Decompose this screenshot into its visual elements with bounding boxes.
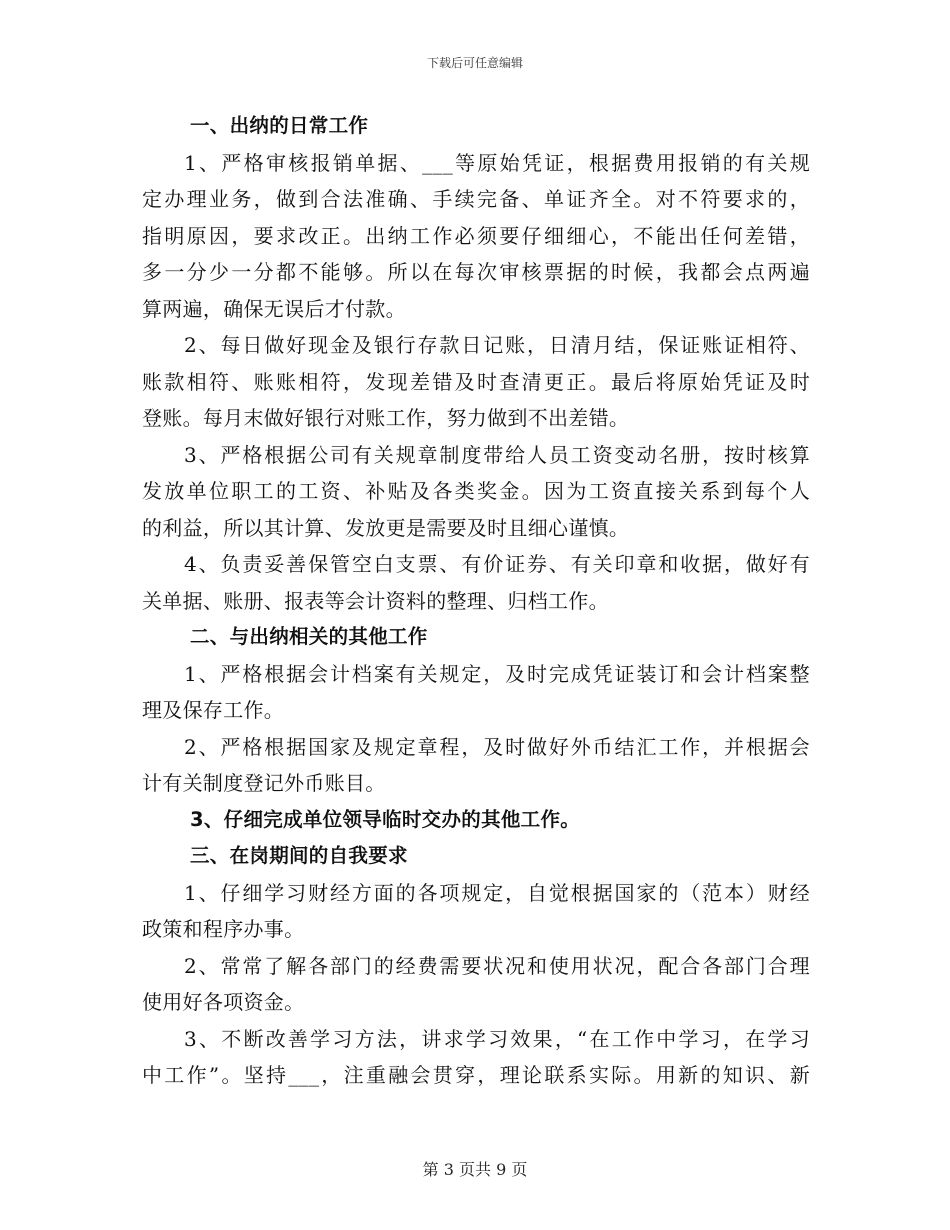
paragraph-line: 3、仔细完成单位领导临时交办的其他工作。 (190, 807, 581, 831)
paragraph-line: 2、常常了解各部门的经费需要状况和使用状况，配合各部门合理 (184, 953, 810, 978)
paragraph-line: 1、严格审核报销单据、___等原始凭证，根据费用报销的有关规 (184, 150, 810, 175)
document-body (142, 108, 810, 1094)
paragraph-line: 算两遍，确保无误后才付款。 (142, 296, 406, 321)
paragraph-line: 登账。每月末做好银行对账工作，努力做到不出差错。 (142, 406, 630, 430)
paragraph-line: 计有关制度登记外币账目。 (142, 771, 386, 795)
paragraph-line: 1、严格根据会计档案有关规定，及时完成凭证装订和会计档案整 (184, 661, 810, 686)
paragraph-line: 指明原因，要求改正。出纳工作必须要仔细细心，不能出任何差错， (142, 223, 810, 248)
section-heading: 二、与出纳相关的其他工作 (190, 625, 428, 648)
paragraph-line: 1、仔细学习财经方面的各项规定，自觉根据国家的（范本）财经 (184, 880, 810, 905)
paragraph-line: 3、不断改善学习方法，讲求学习效果，“在工作中学习，在学习 (184, 1026, 810, 1051)
header-note: 下载后可任意编辑 (426, 56, 523, 70)
paragraph-line: 的利益，所以其计算、发放更是需要及时且细心谨慎。 (142, 515, 630, 540)
paragraph-line: 关单据、账册、报表等会计资料的整理、归档工作。 (142, 588, 609, 613)
section-heading: 一、出纳的日常工作 (190, 114, 369, 137)
section-heading: 三、在岗期间的自我要求 (190, 844, 408, 867)
paragraph-line: 使用好各项资金。 (142, 990, 305, 1014)
paragraph-line: 定办理业务，做到合法准确、手续完备、单证齐全。对不符要求的， (142, 187, 810, 211)
paragraph-line: 多一分少一分都不能够。所以在每次审核票据的时候，我都会点两遍 (142, 260, 810, 284)
paragraph-line: 2、每日做好现金及银行存款日记账，日清月结，保证账证相符、 (184, 333, 810, 357)
paragraph-line: 理及保存工作。 (142, 698, 285, 722)
paragraph-line: 2、严格根据国家及规定章程，及时做好外币结汇工作，并根据会 (184, 734, 810, 759)
page-number: 第 3 页共 9 页 (422, 1160, 528, 1179)
paragraph-line: 发放单位职工的工资、补贴及各类奖金。因为工资直接关系到每个人 (142, 479, 810, 503)
paragraph-line: 政策和程序办事。 (142, 917, 305, 941)
paragraph-line: 账款相符、账账相符，发现差错及时查清更正。最后将原始凭证及时 (142, 369, 810, 394)
paragraph-line: 4、负责妥善保管空白支票、有价证券、有关印章和收据，做好有 (184, 552, 810, 576)
paragraph-line: 3、严格根据公司有关规章制度带给人员工资变动名册，按时核算 (184, 442, 810, 467)
paragraph-line: 中工作”。坚持___，注重融会贯穿，理论联系实际。用新的知识、新 (142, 1063, 810, 1087)
